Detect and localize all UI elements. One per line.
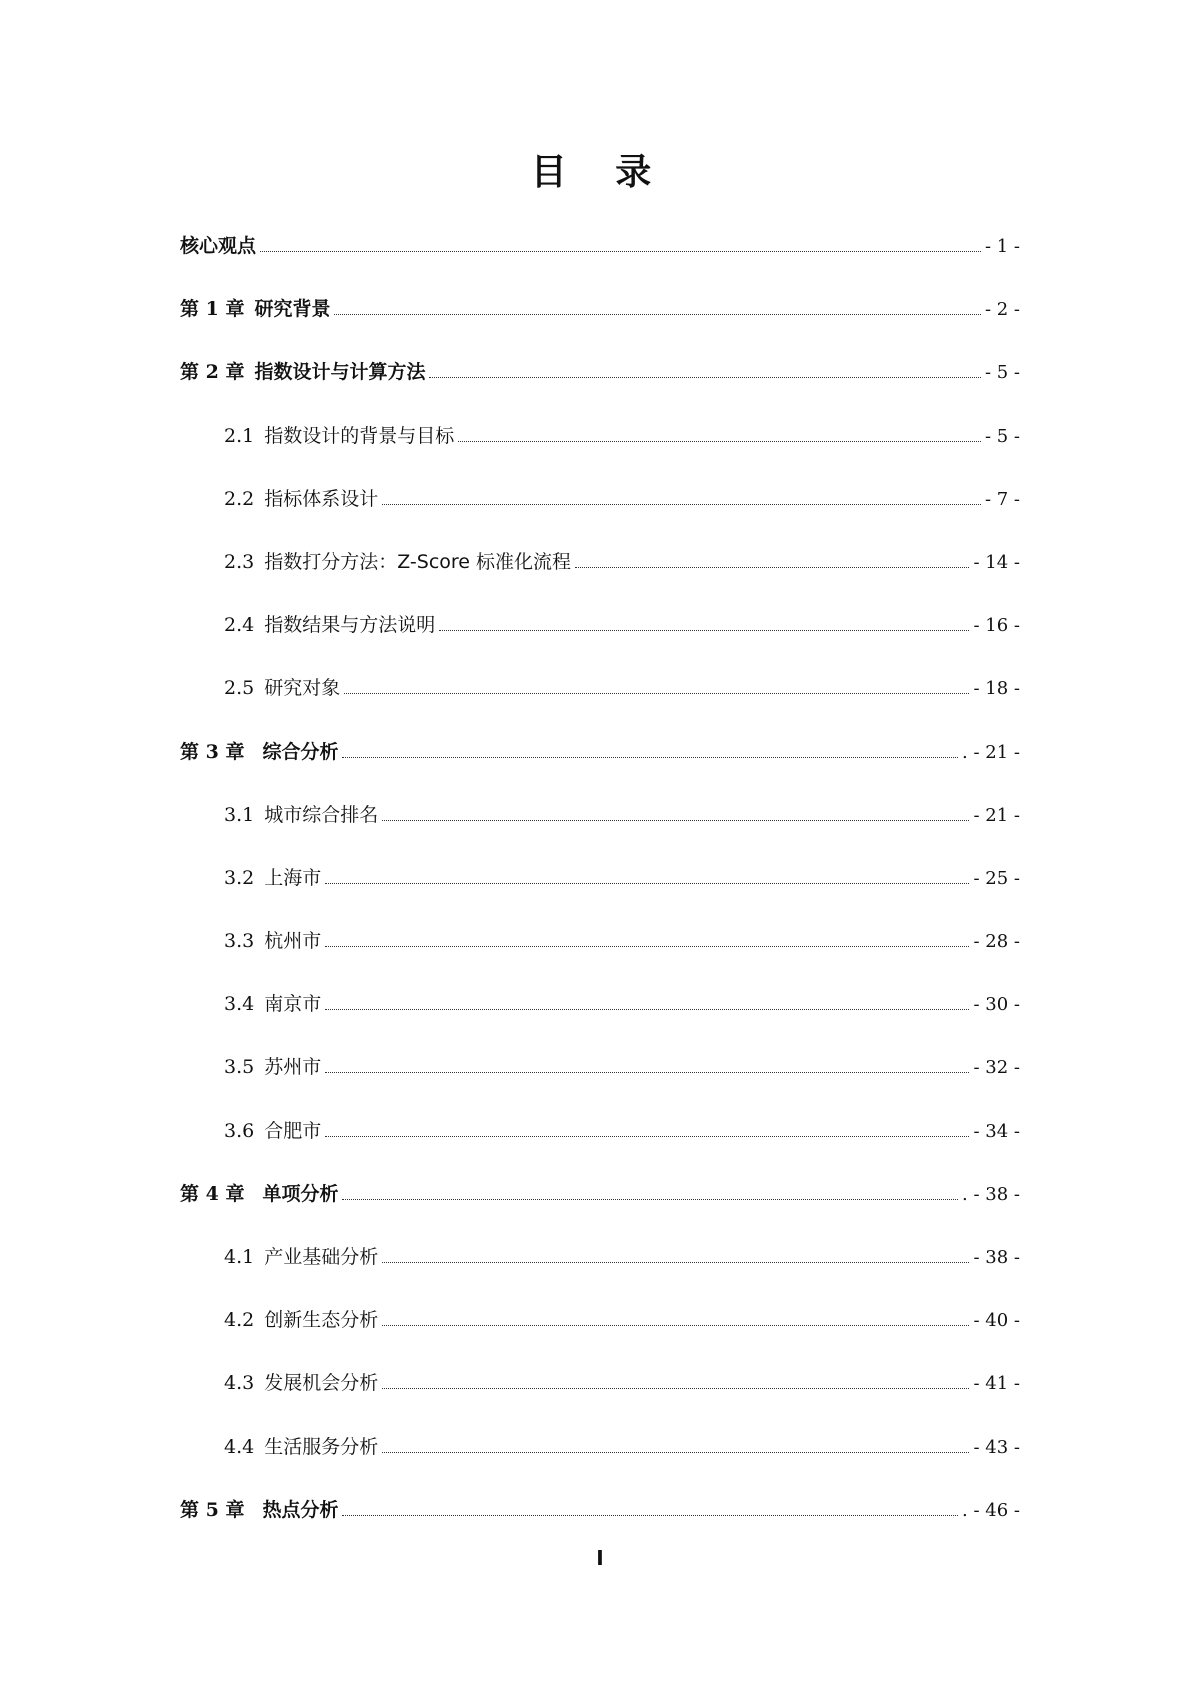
toc-entry-text: 发展机会分析 xyxy=(264,1372,379,1395)
toc-entry-text: 杭州市 xyxy=(264,930,322,953)
dot-leader xyxy=(382,486,981,505)
toc-entry-number: 4.1 xyxy=(224,1246,255,1268)
toc-section-entry[interactable] xyxy=(180,1117,1020,1180)
toc-entry-label xyxy=(224,1433,378,1461)
toc-entry-page-number: - 16 - xyxy=(973,615,1020,637)
toc-entry-number: 3.6 xyxy=(224,1119,255,1142)
dot-leader xyxy=(325,1054,969,1073)
toc-chapter-entry[interactable] xyxy=(180,738,1020,801)
toc-entry-text: 综合分析 xyxy=(262,740,339,763)
toc-entry-page-number: - 5 - xyxy=(984,425,1020,447)
toc-entry-page-number: . - 46 - xyxy=(962,1499,1020,1521)
toc-entry-text: 研究背景 xyxy=(254,298,331,321)
toc-section-entry[interactable] xyxy=(180,674,1020,737)
toc-entry-page-number: - 40 - xyxy=(973,1310,1020,1332)
dot-leader xyxy=(325,1118,969,1137)
toc-entry-page-number: - 32 - xyxy=(973,1057,1020,1079)
toc-entry-page-number: . - 38 - xyxy=(962,1183,1020,1205)
toc-entry-number: 4.2 xyxy=(224,1309,255,1332)
toc-entry-text: 城市综合排名 xyxy=(264,803,379,826)
toc-entry-number: 4.4 xyxy=(224,1435,255,1458)
dot-leader xyxy=(439,612,969,631)
table-of-contents xyxy=(180,232,1020,1559)
toc-entry-label xyxy=(224,1053,321,1081)
toc-entry-label xyxy=(180,1180,338,1208)
toc-entry-number: 第 3 章 xyxy=(180,740,245,763)
toc-entry-page-number: - 34 - xyxy=(973,1120,1020,1142)
toc-entry-number: 4.3 xyxy=(224,1372,255,1395)
dot-leader xyxy=(382,1370,969,1389)
toc-entry-text: 产业基础分析 xyxy=(264,1246,379,1268)
toc-entry-page-number: - 21 - xyxy=(973,804,1020,826)
toc-entry-page-number: - 7 - xyxy=(984,488,1020,510)
dot-leader xyxy=(334,296,980,315)
toc-chapter-entry[interactable] xyxy=(180,232,1020,295)
toc-entry-page-number: - 41 - xyxy=(973,1373,1020,1395)
toc-entry-number: 3.3 xyxy=(224,930,255,953)
dot-leader xyxy=(342,1497,958,1516)
toc-entry-label xyxy=(180,232,256,260)
toc-entry-page-number: - 14 - xyxy=(973,551,1020,573)
toc-entry-page-number: - 43 - xyxy=(973,1436,1020,1458)
toc-entry-text: 苏州市 xyxy=(264,1056,322,1079)
dot-leader xyxy=(382,1434,969,1453)
toc-section-entry[interactable] xyxy=(180,990,1020,1053)
toc-section-entry[interactable] xyxy=(180,1433,1020,1496)
toc-entry-text: 热点分析 xyxy=(262,1498,339,1521)
toc-section-entry[interactable] xyxy=(180,485,1020,548)
dot-leader xyxy=(429,359,980,378)
toc-entry-label xyxy=(224,990,321,1018)
toc-entry-page-number: - 5 - xyxy=(984,362,1020,384)
toc-entry-text: 指数设计与计算方法 xyxy=(254,361,426,384)
toc-entry-label xyxy=(224,485,378,513)
dot-leader xyxy=(575,549,969,568)
dot-leader xyxy=(382,1244,969,1263)
toc-entry-label xyxy=(224,1306,378,1334)
toc-entry-text: 指数设计的背景与目标 xyxy=(264,424,455,447)
toc-entry-text: 生活服务分析 xyxy=(264,1435,379,1458)
dot-leader xyxy=(325,865,969,884)
toc-entry-text: 指标体系设计 xyxy=(264,487,379,510)
toc-section-entry[interactable] xyxy=(180,1306,1020,1369)
toc-entry-text: 创新生态分析 xyxy=(264,1309,379,1332)
toc-entry-text: 研究对象 xyxy=(264,677,341,700)
toc-entry-label xyxy=(224,864,321,892)
toc-entry-label xyxy=(224,801,378,829)
toc-entry-page-number: . - 21 - xyxy=(962,741,1020,763)
page-number: I xyxy=(596,1546,604,1570)
toc-entry-label xyxy=(180,295,330,323)
toc-entry-number: 3.5 xyxy=(224,1056,255,1079)
toc-entry-label xyxy=(180,358,425,386)
toc-entry-label xyxy=(224,1117,321,1145)
toc-entry-text: 核心观点 xyxy=(180,235,257,257)
toc-entry-number: 2.5 xyxy=(224,677,255,700)
toc-section-entry[interactable] xyxy=(180,1053,1020,1116)
toc-entry-label xyxy=(224,1369,378,1397)
toc-entry-page-number: - 38 - xyxy=(973,1247,1020,1268)
toc-entry-number: 3.4 xyxy=(224,993,255,1016)
dot-leader xyxy=(382,1307,969,1326)
toc-entry-label xyxy=(224,674,340,702)
toc-entry-number: 第 2 章 xyxy=(180,361,245,384)
toc-entry-label xyxy=(224,1243,378,1271)
toc-section-entry[interactable] xyxy=(180,548,1020,611)
dot-leader xyxy=(458,423,981,442)
toc-section-entry[interactable] xyxy=(180,801,1020,864)
toc-entry-page-number: - 2 - xyxy=(984,299,1020,321)
dot-leader xyxy=(342,739,958,758)
dot-leader xyxy=(325,928,969,947)
toc-entry-page-number: - 25 - xyxy=(973,867,1020,889)
toc-chapter-entry[interactable] xyxy=(180,358,1020,421)
toc-title: 目 录 xyxy=(530,152,670,193)
toc-entry-number: 2.2 xyxy=(224,487,255,510)
dot-leader xyxy=(260,233,981,252)
toc-section-entry[interactable] xyxy=(180,611,1020,674)
toc-entry-page-number: - 28 - xyxy=(973,931,1020,953)
toc-entry-text: 上海市 xyxy=(264,866,322,889)
toc-entry-label xyxy=(224,422,454,450)
toc-entry-text: 南京市 xyxy=(264,993,322,1016)
toc-section-entry[interactable] xyxy=(180,864,1020,927)
toc-entry-page-number: - 1 - xyxy=(984,236,1020,257)
toc-section-entry[interactable] xyxy=(180,1369,1020,1432)
toc-entry-number: 2.1 xyxy=(224,424,255,447)
dot-leader xyxy=(344,675,969,694)
toc-entry-text: 指数打分方法：Z-Score 标准化流程 xyxy=(264,550,572,573)
toc-entry-number: 第 4 章 xyxy=(180,1182,245,1205)
dot-leader xyxy=(342,1181,958,1200)
toc-chapter-entry[interactable] xyxy=(180,1180,1020,1243)
toc-entry-number: 第 1 章 xyxy=(180,298,245,321)
toc-section-entry[interactable] xyxy=(180,1243,1020,1306)
toc-entry-label xyxy=(180,1496,338,1524)
toc-section-entry[interactable] xyxy=(180,422,1020,485)
toc-entry-label xyxy=(224,611,435,639)
toc-chapter-entry[interactable] xyxy=(180,295,1020,358)
toc-entry-number: 3.1 xyxy=(224,803,255,826)
toc-entry-label xyxy=(180,738,338,766)
toc-entry-text: 合肥市 xyxy=(264,1119,322,1142)
dot-leader xyxy=(325,991,969,1010)
toc-entry-text: 单项分析 xyxy=(262,1182,339,1205)
toc-entry-number: 2.4 xyxy=(224,614,255,637)
toc-entry-text: 指数结果与方法说明 xyxy=(264,614,436,637)
toc-section-entry[interactable] xyxy=(180,927,1020,990)
toc-entry-page-number: - 18 - xyxy=(973,678,1020,700)
toc-entry-number: 第 5 章 xyxy=(180,1498,245,1521)
toc-entry-number: 3.2 xyxy=(224,866,255,889)
toc-entry-page-number: - 30 - xyxy=(973,994,1020,1016)
toc-entry-number: 2.3 xyxy=(224,550,255,573)
toc-entry-label xyxy=(224,927,321,955)
toc-entry-label xyxy=(224,548,571,576)
dot-leader xyxy=(382,802,969,821)
